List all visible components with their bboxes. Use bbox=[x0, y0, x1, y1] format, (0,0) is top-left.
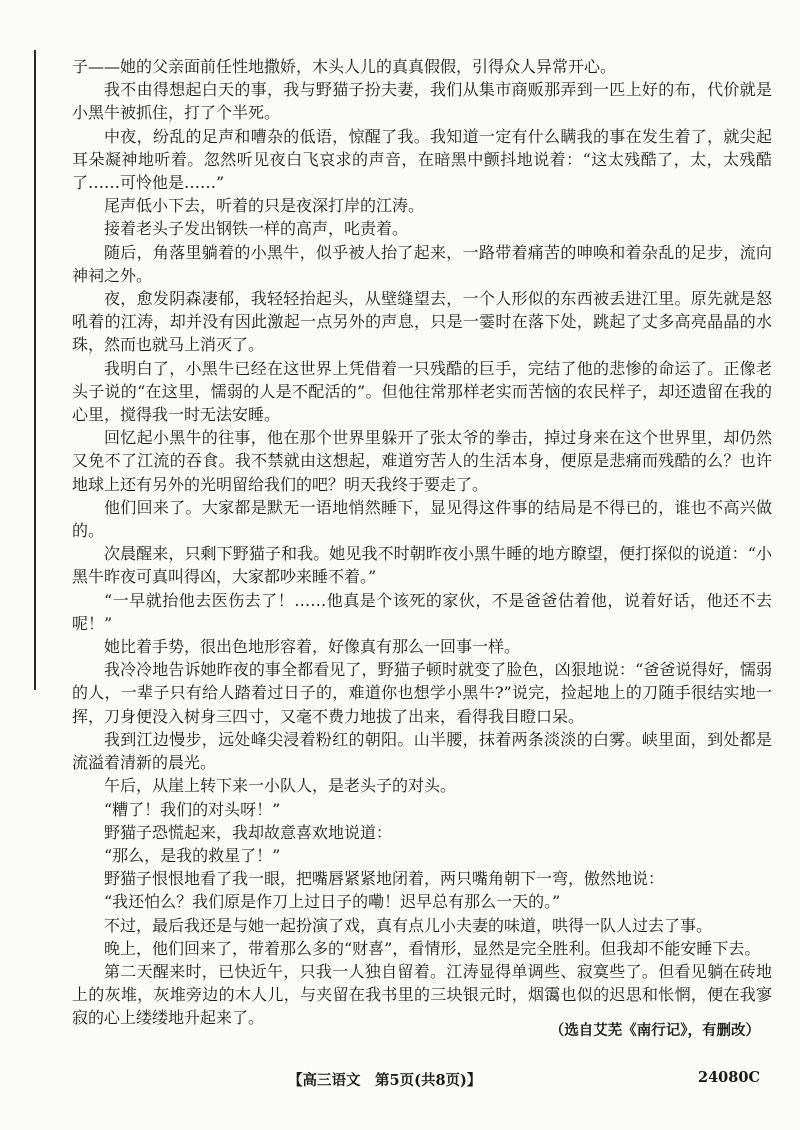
paragraph: 尾声低小下去，听着的只是夜深打岸的江涛。 bbox=[104, 196, 425, 216]
paragraph: 夜，愈发阴森凄郁，我轻轻抬起头，从壁缝望去，一个人形似的东西被丢进江里。原先就是怒吼着的江涛，却并没有因此激起一点另外的声息，只是一霎时在落下处，跳起了丈多高亮晶晶的水珠，然而也就马上消灭了。 bbox=[72, 289, 772, 355]
paragraph: 晚上，他们回来了，带着那么多的“财喜”，看情形，显然是完全胜利。但我却不能安睡下去。 bbox=[104, 938, 761, 958]
paragraph: 我到江边慢步，远处峰尖浸着粉红的朝阳。山半腰，抹着两条淡淡的白雾。峡里面，到处都是流溢着清新的晨光。 bbox=[72, 729, 772, 773]
paragraph: 午后，从崖上转下来一小队人，是老头子的对头。 bbox=[104, 776, 457, 796]
paragraph: 她比着手势，很出色地形容着，好像真有那么一回事一样。 bbox=[104, 637, 521, 657]
source-citation: （选自艾芜《南行记》，有删改） bbox=[549, 1022, 760, 1039]
paragraph: 野猫子恨恨地看了我一眼，把嘴唇紧紧地闭着，两只嘴角朝下一弯，傲然地说： bbox=[104, 869, 665, 889]
paragraph: 野猫子恐慌起来，我却故意喜欢地说道： bbox=[104, 822, 393, 842]
paragraph: “一早就抬他去医伤去了！……他真是个该死的家伙，不是爸爸估着他，说着好话，他还不去呢！” bbox=[72, 590, 772, 633]
exam-code: 24080C bbox=[698, 1069, 760, 1086]
paragraph: 我明白了，小黑牛已经在这世界上凭借着一只残酷的巨手，完结了他的悲惨的命运了。正像老头子说的“在这里，懦弱的人是不配活的”。但他往常那样老实而苦恼的农民样子，却还遗留在我的心里，搅得我一时无法安睡。 bbox=[72, 358, 772, 425]
binding-margin-line bbox=[34, 50, 36, 690]
paragraph: 他们回来了。大家都是默无一语地悄然睡下，显见得这件事的结局是不得已的，谁也不高兴做的。 bbox=[72, 497, 772, 541]
paragraph: 子——她的父亲面前任性地撒娇，木头人儿的真真假假，引得众人异常开心。 bbox=[72, 57, 617, 76]
paragraph: 随后，角落里躺着的小黑牛，似乎被人抬了起来，一路带着痛苦的呻唤和着杂乱的足步，流向神祠之外。 bbox=[72, 242, 772, 285]
paragraph: 不过，最后我还是与她一起扮演了戏，真有点儿小夫妻的味道，哄得一队人过去了事。 bbox=[104, 915, 713, 935]
paragraph: 次晨醒来，只剩下野猫子和我。她见我不时朝昨夜小黑牛睡的地方瞭望，便打探似的说道：“小黑牛昨夜可真叫得凶，大家都吵来睡不着。” bbox=[72, 544, 772, 587]
page-footer: 【高三语文 第5页(共8页)】 bbox=[288, 1072, 482, 1089]
story-text bbox=[72, 55, 772, 1030]
paragraph: 回忆起小黑牛的往事，他在那个世界里躲开了张太爷的拳击，掉过身来在这个世界里，却仍然又免不了江流的吞食。我不禁就由这想起，难道穷苦人的生活本身，便原是悲痛而残酷的么？也许地球上还有另外的光明留给我们的吧？明天我终于要走了。 bbox=[72, 428, 772, 494]
paragraph: “糟了！我们的对头呀！” bbox=[104, 799, 281, 819]
paragraph: 我冷冷地告诉她昨夜的事全都看见了，野猫子顿时就变了脸色，凶狠地说：“爸爸说得好，懦弱的人，一辈子只有给人踏着过日子的，难道你也想学小黑牛?”说完，捡起地上的刀随手很结实地一挥，刀身便没入树身三四寸，又毫不费力地拔了出来，看得我目瞪口呆。 bbox=[72, 660, 772, 726]
paragraph: 中夜，纷乱的足声和嘈杂的低语，惊醒了我。我知道一定有什么瞒我的事在发生着了，就尖起耳朵凝神地听着。忽然听见夜白飞哀求的声音，在暗黑中颤抖地说着：“这太残酷了，太，太残酷了……可怜他是……” bbox=[72, 126, 772, 193]
paragraph: 我不由得想起白天的事，我与野猫子扮夫妻，我们从集市商贩那弄到一匹上好的布，代价就是小黑牛被抓住，打了个半死。 bbox=[72, 80, 772, 123]
paragraph: 第二天醒来时，已快近午，只我一人独自留着。江涛显得单调些、寂寞些了。但看见躺在砖地上的灰堆，灰堆旁边的木人儿，与夹留在我书里的三块银元时，烟霭也似的迟思和怅惘，便在我寥寂的心上缕缕地升起来了。 bbox=[72, 961, 772, 1028]
paragraph: 接着老头子发出钢铁一样的高声，叱责着。 bbox=[104, 219, 409, 239]
paragraph: “我还怕么？我们原是作刀上过日子的嘞！迟早总有那么一天的。” bbox=[104, 892, 561, 912]
paragraph: “那么，是我的救星了！” bbox=[104, 845, 281, 865]
